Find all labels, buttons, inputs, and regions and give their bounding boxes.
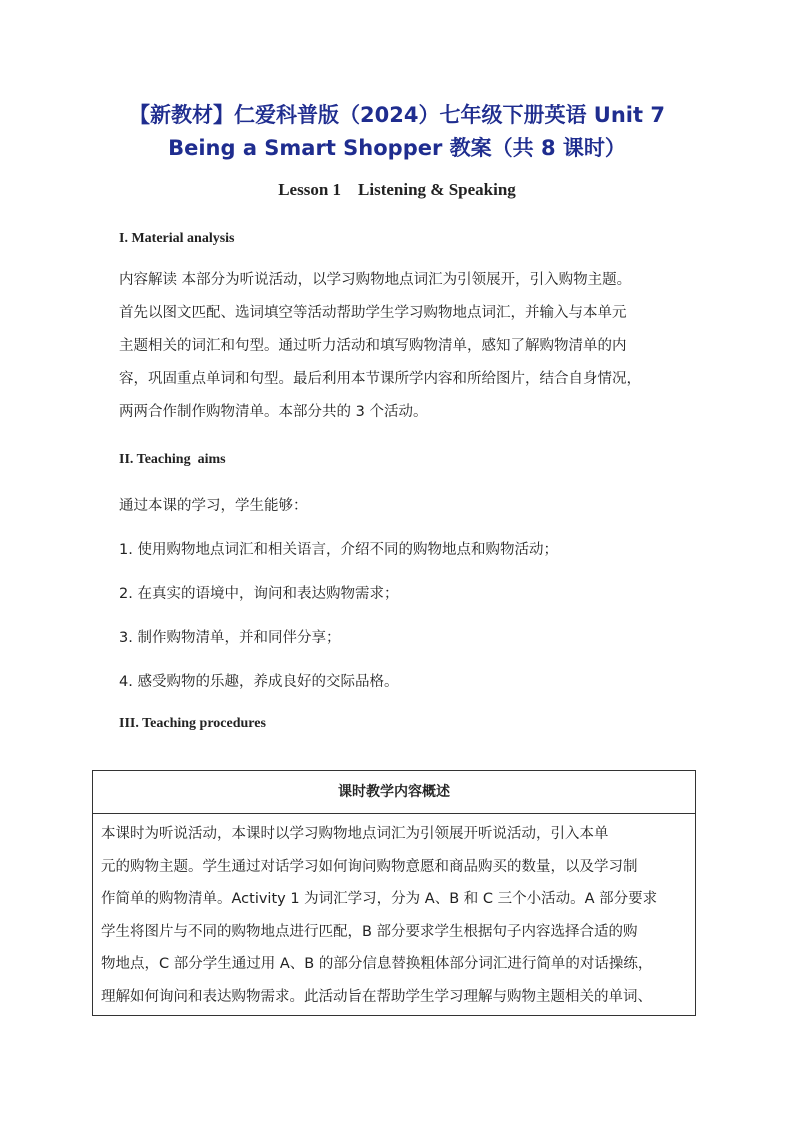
material-analysis-paragraph [119, 264, 684, 429]
paragraph-line: 两两合作制作购物清单。本部分共的 3 个活动。 [119, 404, 428, 420]
paragraph-line: 内容解读 本部分为听说活动，以学习购物地点词汇为引领展开，引入购物主题。 [119, 272, 632, 288]
document-title-line-2: Being a Smart Shopper 教案（共 8 课时） [168, 136, 626, 160]
table-line: 元的购物主题。学生通过对话学习如何询问购物意愿和商品购买的数量，以及学习制 [101, 858, 638, 875]
table-line: 学生将图片与不同的购物地点进行匹配，B 部分要求学生根据句子内容选择合适的购 [101, 923, 638, 940]
paragraph-line: 主题相关的词汇和句型。通过听力活动和填写购物清单，感知了解购物清单的内 [119, 338, 627, 354]
section-heading-teaching-aims: II. Teaching aims [119, 452, 226, 467]
lesson-overview-table [92, 770, 696, 1016]
table-line: 本课时为听说活动，本课时以学习购物地点词汇为引领展开听说活动，引入本单 [101, 826, 609, 842]
aims-intro: 通过本课的学习，学生能够： [119, 498, 308, 514]
document-title-line-1: 【新教材】仁爱科普版（2024）七年级下册英语 Unit 7 [129, 103, 665, 127]
section-heading-material-analysis: I. Material analysis [119, 231, 235, 246]
table-line: 理解如何询问和表达购物需求。此活动旨在帮助学生学习理解与购物主题相关的单词、 [101, 988, 652, 1005]
aim-item: 3. 制作购物清单，并和同伴分享； [119, 630, 341, 646]
table-body [93, 814, 695, 1013]
paragraph-line: 首先以图文匹配、选词填空等活动帮助学生学习购物地点词汇，并输入与本单元 [119, 305, 627, 321]
aim-item: 1. 使用购物地点词汇和相关语言，介绍不同的购物地点和购物活动； [119, 542, 558, 558]
table-line: 作简单的购物清单。Activity 1 为词汇学习，分为 A、B 和 C 三个小活动。A 部分要求 [101, 891, 658, 907]
section-heading-teaching-procedures: III. Teaching procedures [119, 716, 266, 731]
table-line: 物地点，C 部分学生通过用 A、B 的部分信息替换粗体部分词汇进行简单的对话操练， [101, 956, 653, 972]
table-header: 课时教学内容概述 [93, 771, 695, 814]
aim-item: 4. 感受购物的乐趣，养成良好的交际品格。 [119, 674, 399, 690]
aim-item: 2. 在真实的语境中，询问和表达购物需求； [119, 586, 399, 602]
paragraph-line: 容，巩固重点单词和句型。最后利用本节课所学内容和所给图片，结合自身情况， [119, 371, 641, 387]
lesson-title: Lesson 1 Listening & Speaking [278, 180, 516, 199]
